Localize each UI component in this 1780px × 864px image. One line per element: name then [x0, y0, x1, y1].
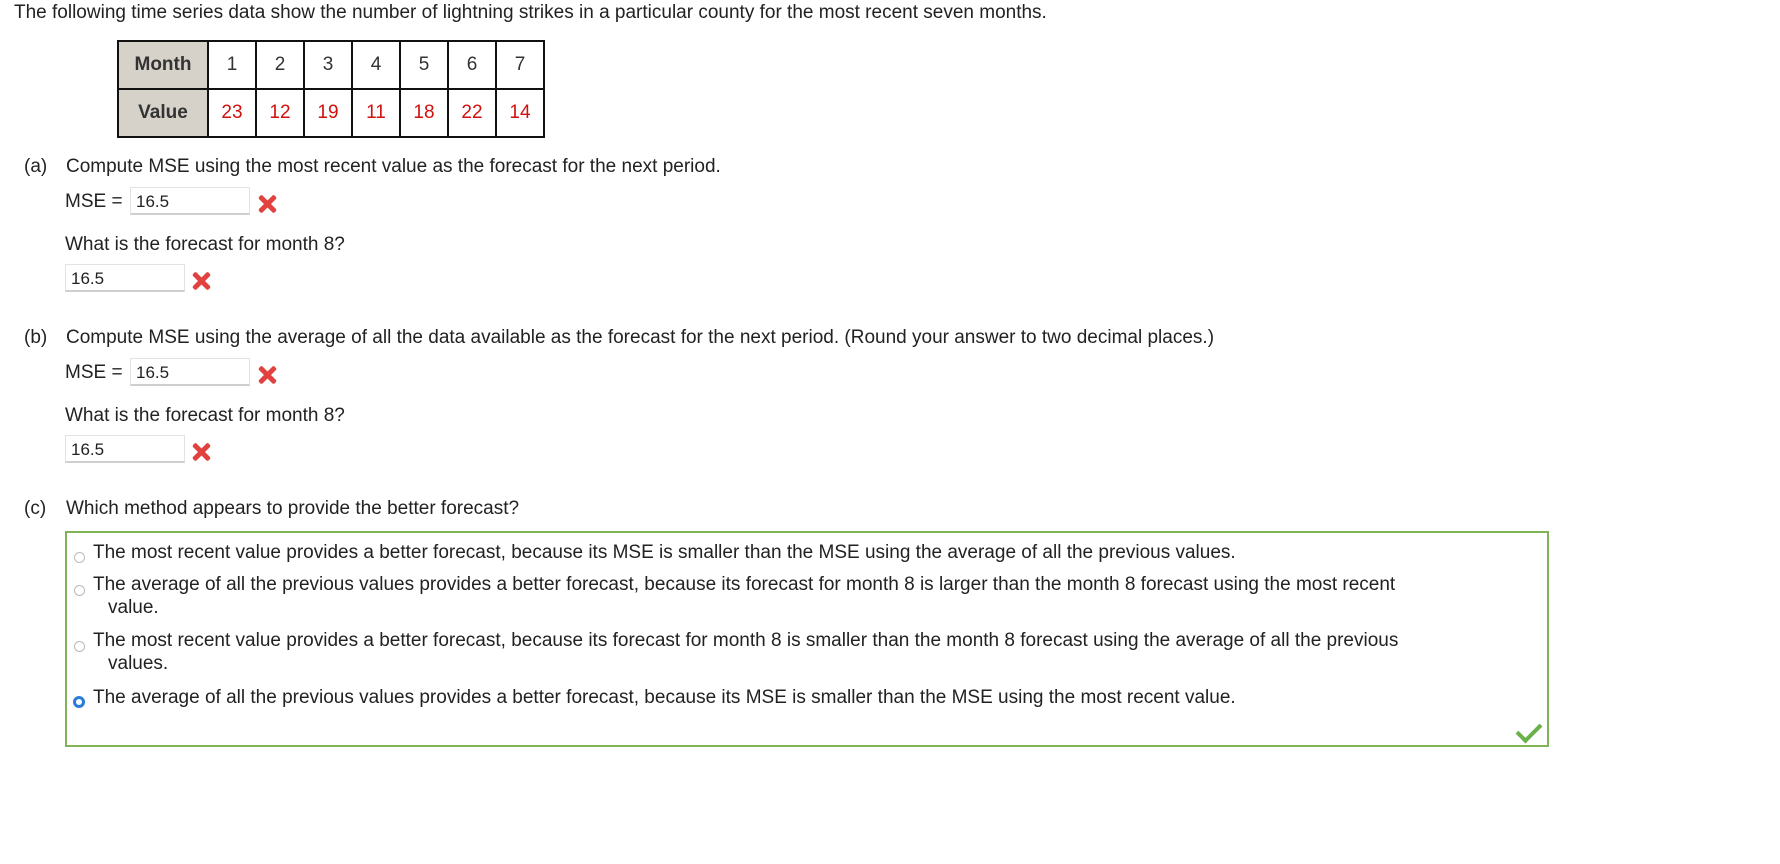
option-2-text: The average of all the previous values provides a better forecast, because its forecast for month 8 is larger than the month 8 forecast using the most recent [93, 574, 1396, 595]
part-c-text: Which method appears to provide the better forecast? [66, 498, 520, 519]
table-row [118, 41, 544, 89]
part-c-question [24, 498, 519, 520]
part-b-text: Compute MSE using the average of all the data available as the forecast for the next period. (Round your answer to two decimal places.) [66, 327, 1215, 348]
option-4-text: The average of all the previous values provides a better forecast, because its MSE is smaller than the MSE using the most recent value. [93, 687, 1236, 708]
month-cell: 5 [400, 41, 448, 89]
month-cell: 6 [448, 41, 496, 89]
value-cell: 22 [448, 89, 496, 137]
table-row [118, 89, 544, 137]
part-c-label: (c) [24, 498, 47, 519]
part-a-forecast-question: What is the forecast for month 8? [65, 234, 345, 255]
option-3-text: The most recent value provides a better forecast, because its forecast for month 8 is smaller than the month 8 forecast using the average of all the previous [93, 630, 1399, 651]
correct-check-icon [1516, 717, 1543, 744]
part-a-forecast-input[interactable]: 16.5 [65, 264, 185, 292]
part-a-question [24, 156, 721, 178]
part-b-forecast-question: What is the forecast for month 8? [65, 405, 345, 426]
radio-option-2[interactable] [74, 585, 85, 596]
value-cell: 19 [304, 89, 352, 137]
option-2-text-cont: value. [108, 597, 159, 618]
part-a-mse-label: MSE = [65, 191, 123, 212]
part-a-text: Compute MSE using the most recent value as the forecast for the next period. [66, 156, 721, 177]
option-1-text: The most recent value provides a better forecast, because its MSE is smaller than the MSE using the average of all the previous values. [93, 542, 1236, 563]
value-cell: 12 [256, 89, 304, 137]
radio-option-3[interactable] [74, 641, 85, 652]
part-b-question [24, 327, 1214, 349]
option-4[interactable] [93, 686, 1513, 709]
part-b-forecast-input[interactable]: 16.5 [65, 435, 185, 463]
part-b-mse-input[interactable]: 16.5 [130, 358, 250, 386]
radio-option-4-selected[interactable] [73, 696, 85, 708]
value-cell: 18 [400, 89, 448, 137]
option-3[interactable] [93, 629, 1513, 675]
incorrect-icon [190, 270, 212, 292]
option-3-text-cont: values. [108, 653, 169, 674]
month-cell: 2 [256, 41, 304, 89]
radio-option-1[interactable] [74, 552, 85, 563]
intro-text: The following time series data show the number of lightning strikes in a particular county for the most recent seven months. [14, 2, 1047, 23]
month-cell: 7 [496, 41, 544, 89]
value-cell: 23 [208, 89, 256, 137]
month-cell: 3 [304, 41, 352, 89]
part-b-label: (b) [24, 327, 48, 348]
value-header: Value [118, 89, 208, 137]
answer-choices-box [65, 531, 1549, 747]
month-cell: 4 [352, 41, 400, 89]
option-2[interactable] [93, 573, 1513, 619]
value-cell: 11 [352, 89, 400, 137]
part-a-label: (a) [24, 156, 48, 177]
part-b-mse-label: MSE = [65, 362, 123, 383]
part-a-mse-input[interactable]: 16.5 [130, 187, 250, 215]
option-1[interactable] [93, 541, 1513, 564]
incorrect-icon [256, 193, 278, 215]
month-header: Month [118, 41, 208, 89]
incorrect-icon [190, 441, 212, 463]
incorrect-icon [256, 364, 278, 386]
month-cell: 1 [208, 41, 256, 89]
data-table [117, 40, 545, 138]
value-cell: 14 [496, 89, 544, 137]
